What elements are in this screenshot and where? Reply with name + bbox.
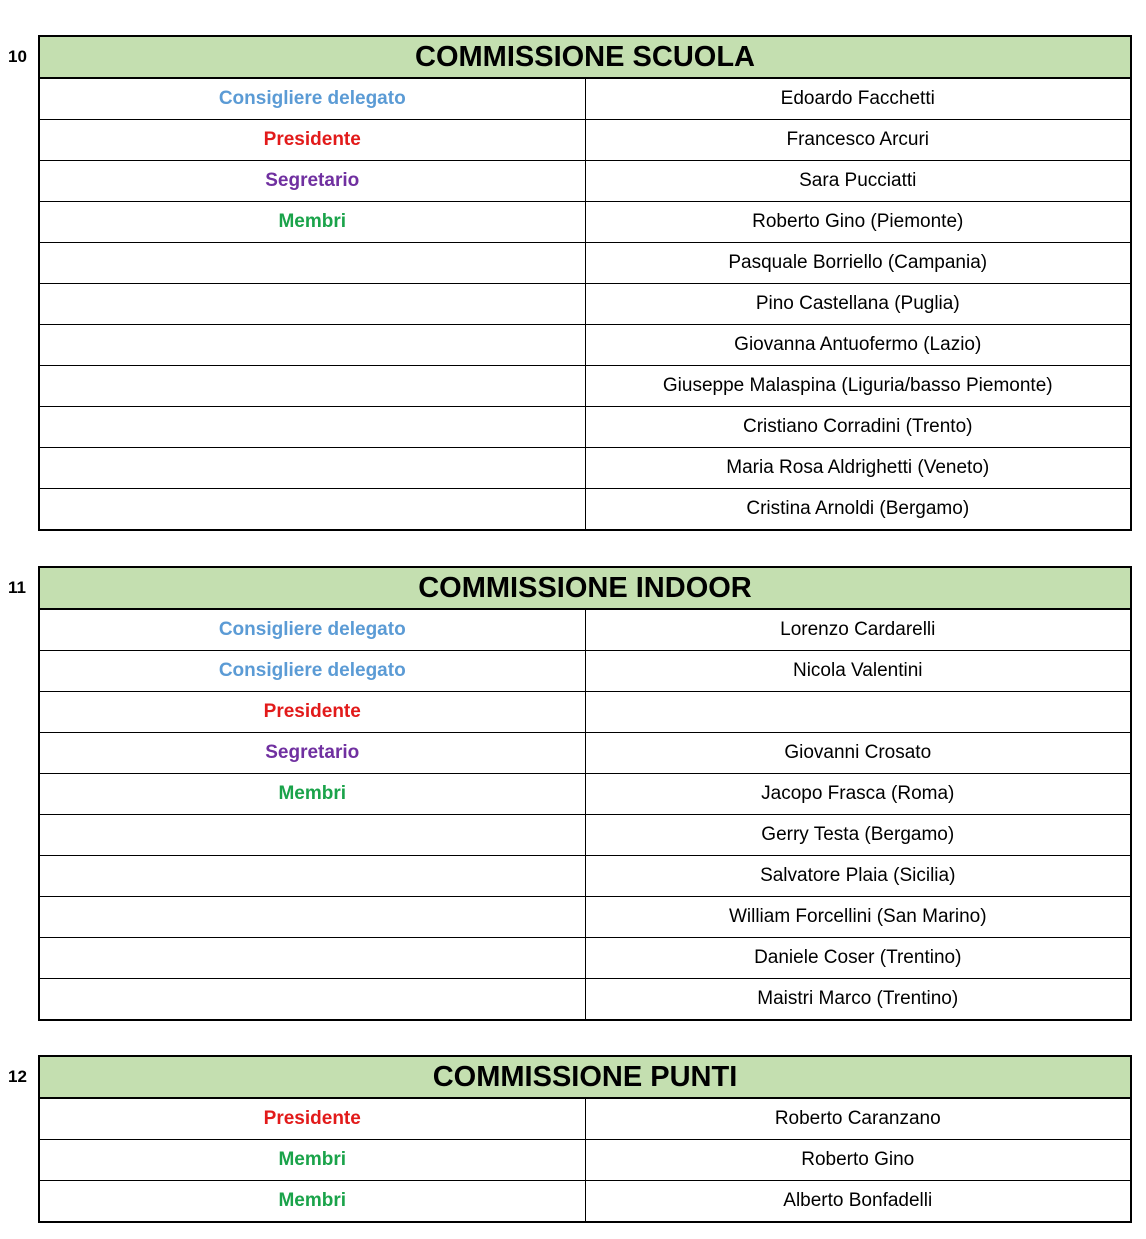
commission-scuola (8, 35, 1132, 531)
name-cell: Edoardo Facchetti (585, 78, 1131, 120)
role-cell: Segretario (39, 161, 585, 202)
role-cell: Presidente (39, 692, 585, 733)
role-cell (39, 407, 585, 448)
role-cell: Presidente (39, 1098, 585, 1140)
role-cell: Presidente (39, 120, 585, 161)
table-row (39, 733, 1131, 774)
commission-indoor (8, 566, 1132, 1021)
table-row (39, 609, 1131, 651)
commission-table (38, 35, 1132, 531)
commission-number: 10 (8, 47, 27, 66)
table-row (39, 897, 1131, 938)
table-row (39, 448, 1131, 489)
commission-table (38, 566, 1132, 1021)
name-cell: Salvatore Plaia (Sicilia) (585, 856, 1131, 897)
commission-punti (8, 1055, 1132, 1223)
table-row (39, 284, 1131, 325)
name-cell: Roberto Gino (585, 1140, 1131, 1181)
name-cell: Lorenzo Cardarelli (585, 609, 1131, 651)
role-cell (39, 897, 585, 938)
table-row (39, 325, 1131, 366)
commission-number: 11 (8, 578, 26, 597)
commission-number: 12 (8, 1067, 27, 1086)
name-cell: Alberto Bonfadelli (585, 1181, 1131, 1223)
name-cell: Maistri Marco (Trentino) (585, 979, 1131, 1021)
name-cell: Pasquale Borriello (Campania) (585, 243, 1131, 284)
table-row (39, 407, 1131, 448)
name-cell: Cristina Arnoldi (Bergamo) (585, 489, 1131, 531)
role-cell: Membri (39, 1140, 585, 1181)
name-cell (585, 692, 1131, 733)
table-row (39, 938, 1131, 979)
role-cell: Consigliere delegato (39, 78, 585, 120)
name-cell: Maria Rosa Aldrighetti (Veneto) (585, 448, 1131, 489)
table-row (39, 1098, 1131, 1140)
role-cell (39, 448, 585, 489)
table-row (39, 979, 1131, 1021)
table-row (39, 815, 1131, 856)
table-row (39, 161, 1131, 202)
name-cell: Giovanna Antuofermo (Lazio) (585, 325, 1131, 366)
role-cell (39, 815, 585, 856)
name-cell: Daniele Coser (Trentino) (585, 938, 1131, 979)
table-row (39, 78, 1131, 120)
commission-title: COMMISSIONE INDOOR (39, 567, 1131, 609)
name-cell: Cristiano Corradini (Trento) (585, 407, 1131, 448)
table-row (39, 243, 1131, 284)
table-row (39, 366, 1131, 407)
name-cell: Pino Castellana (Puglia) (585, 284, 1131, 325)
role-cell: Segretario (39, 733, 585, 774)
name-cell: Nicola Valentini (585, 651, 1131, 692)
table-row (39, 1140, 1131, 1181)
table-row (39, 489, 1131, 531)
table-row (39, 651, 1131, 692)
role-cell: Membri (39, 774, 585, 815)
table-row (39, 692, 1131, 733)
role-cell (39, 856, 585, 897)
name-cell: Jacopo Frasca (Roma) (585, 774, 1131, 815)
role-cell: Membri (39, 202, 585, 243)
name-cell: Sara Pucciatti (585, 161, 1131, 202)
table-row (39, 120, 1131, 161)
name-cell: Francesco Arcuri (585, 120, 1131, 161)
commission-title: COMMISSIONE PUNTI (39, 1056, 1131, 1098)
role-cell: Consigliere delegato (39, 609, 585, 651)
role-cell (39, 979, 585, 1021)
role-cell: Membri (39, 1181, 585, 1223)
role-cell (39, 938, 585, 979)
table-row (39, 774, 1131, 815)
role-cell (39, 489, 585, 531)
role-cell: Consigliere delegato (39, 651, 585, 692)
commission-title: COMMISSIONE SCUOLA (39, 36, 1131, 78)
name-cell: Roberto Caranzano (585, 1098, 1131, 1140)
role-cell (39, 284, 585, 325)
role-cell (39, 325, 585, 366)
role-cell (39, 366, 585, 407)
name-cell: Giovanni Crosato (585, 733, 1131, 774)
table-row (39, 1181, 1131, 1223)
name-cell: Giuseppe Malaspina (Liguria/basso Piemonte) (585, 366, 1131, 407)
table-row (39, 856, 1131, 897)
table-row (39, 202, 1131, 243)
commission-table (38, 1055, 1132, 1223)
name-cell: Roberto Gino (Piemonte) (585, 202, 1131, 243)
name-cell: Gerry Testa (Bergamo) (585, 815, 1131, 856)
role-cell (39, 243, 585, 284)
name-cell: William Forcellini (San Marino) (585, 897, 1131, 938)
